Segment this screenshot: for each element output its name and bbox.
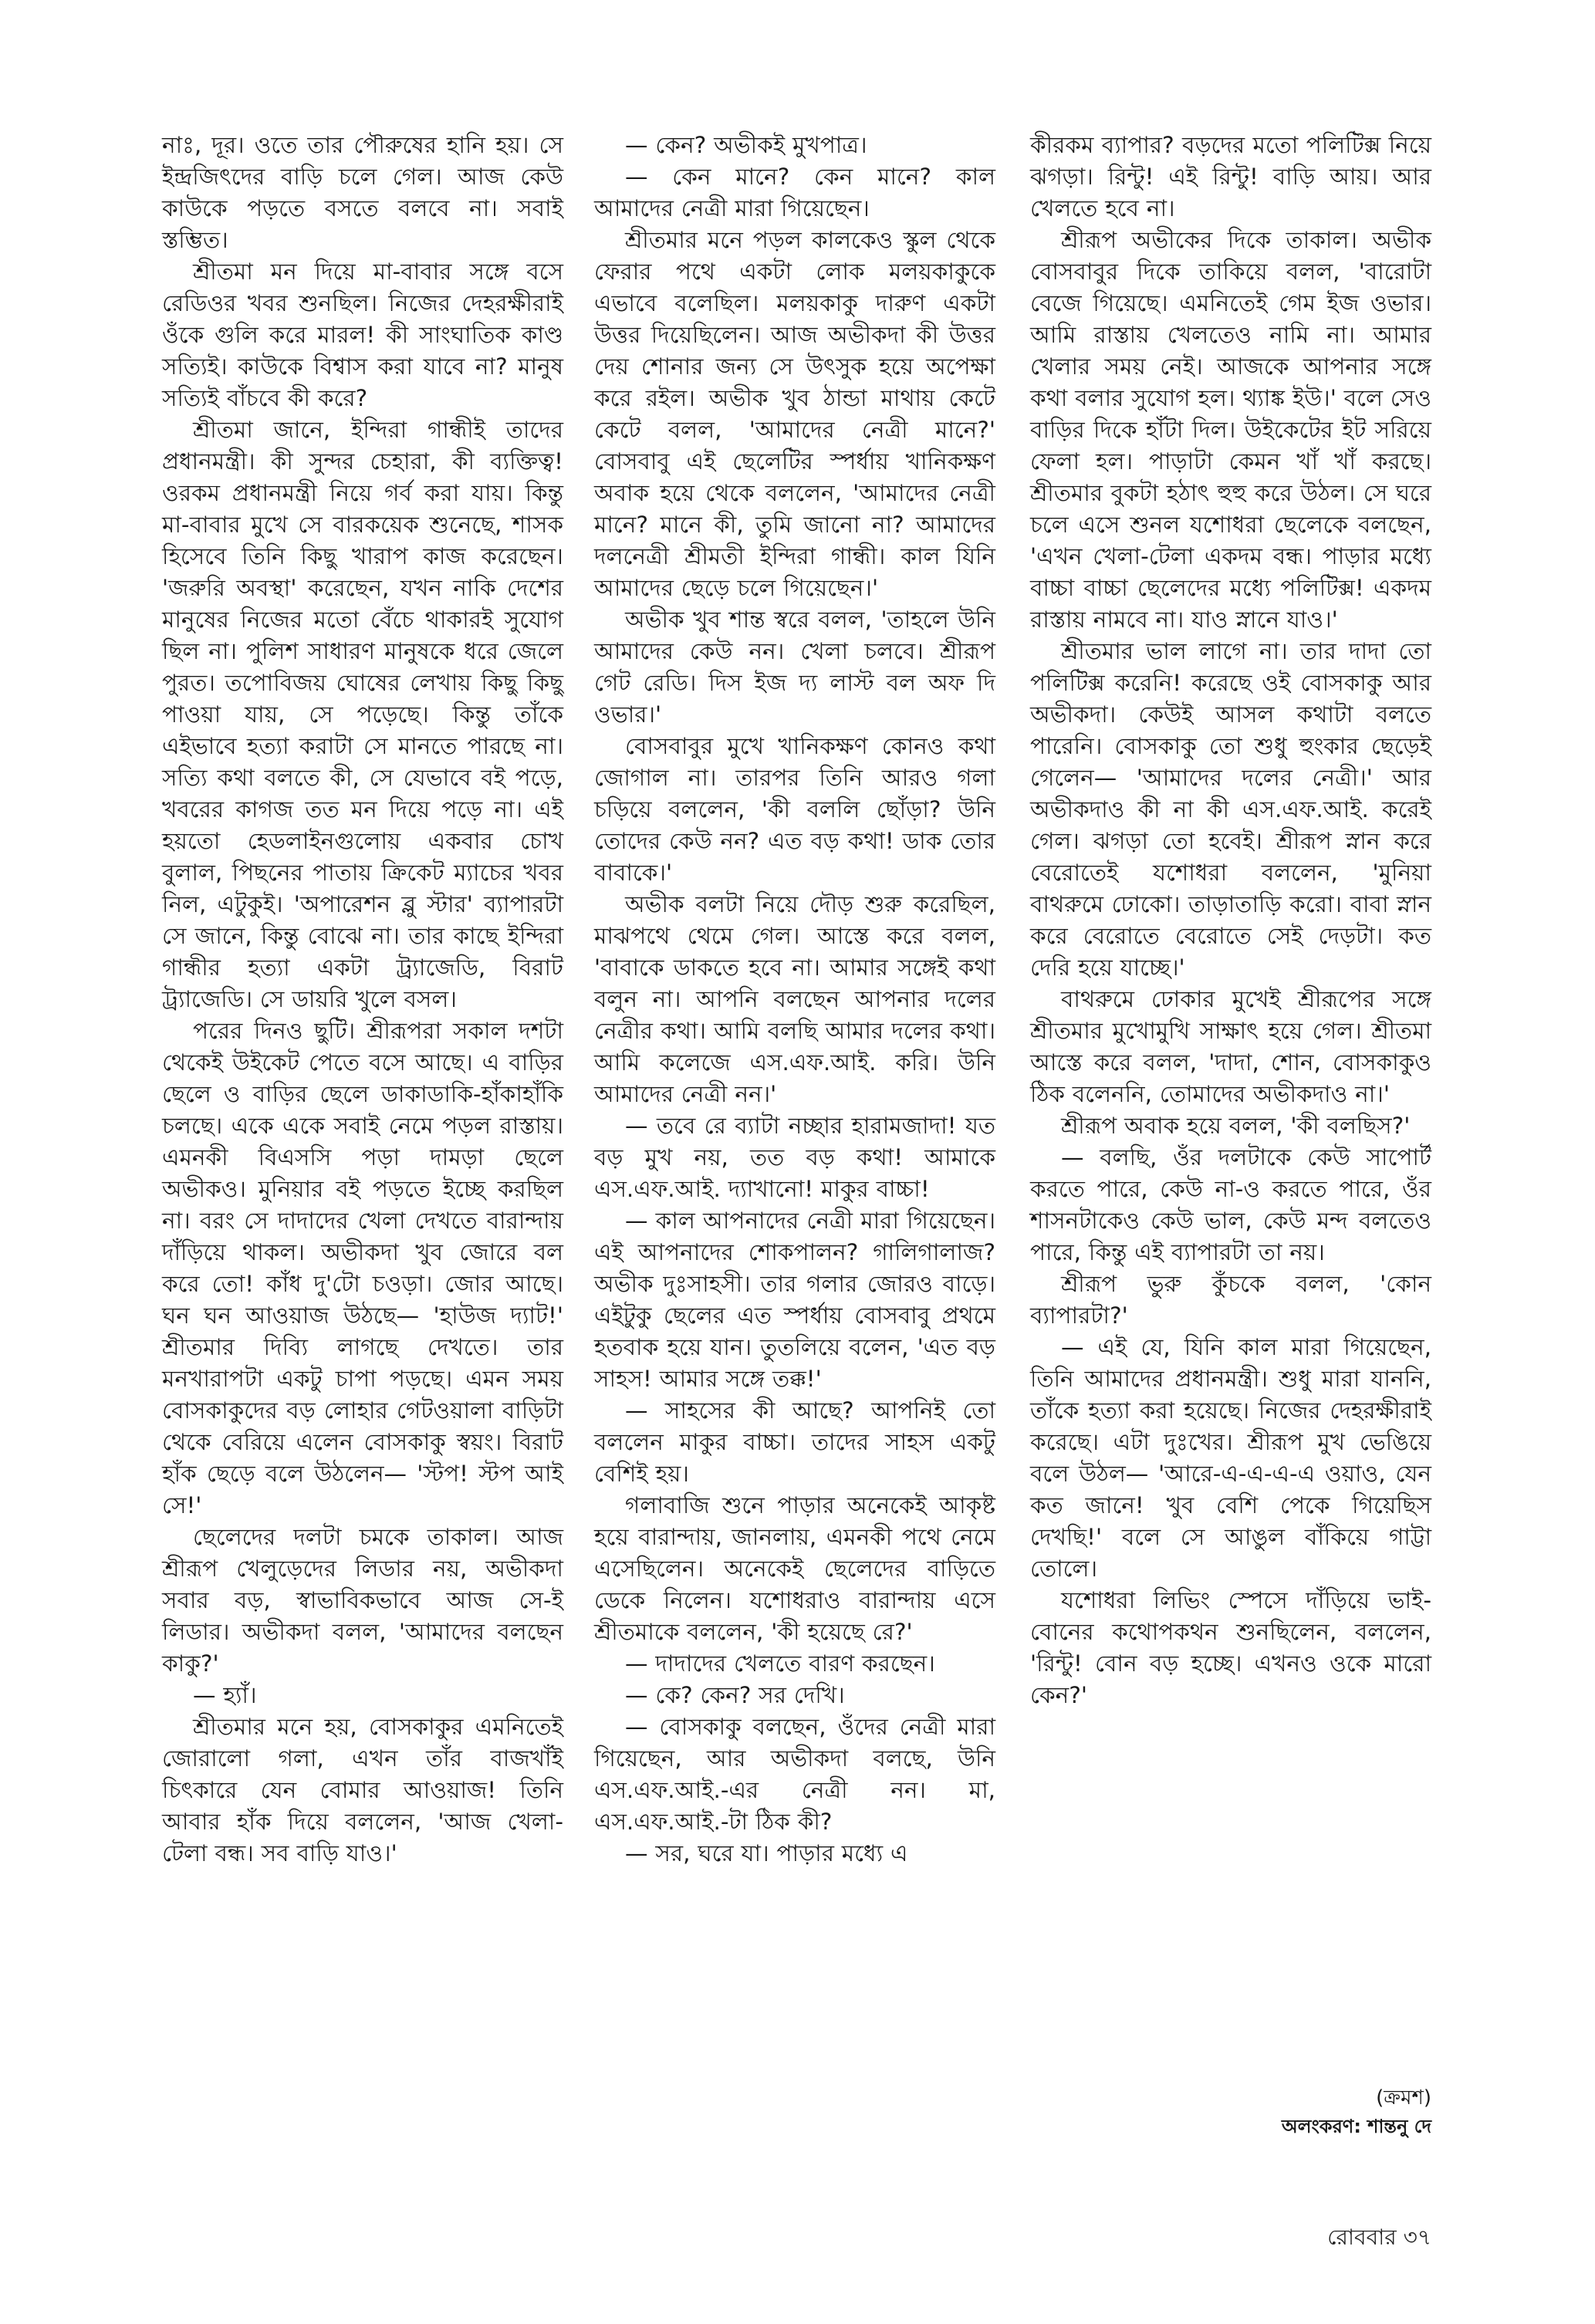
paragraph: শ্রীরূপ অবাক হয়ে বলল, 'কী বলছিস?' [1061,1113,1411,1139]
paragraph: — দাদাদের খেলতে বারণ করছেন। [625,1650,935,1677]
paragraph: ছেলেদের দলটা চমকে তাকাল। আজ শ্রীরূপ খেলুড়েদের লিডার নয়, অভীকদা সবার বড়, স্বাভাবিকভাবে আজ সে-ই লিডার। অভীকদা বলল, 'আমাদের বলছেন কাকু?' [162,1524,563,1677]
paragraph: — সর, ঘরে যা। পাড়ার মধ্যে এ [625,1840,908,1866]
paragraph: — এই যে, যিনি কাল মারা গিয়েছেন, তিনি আমাদের প্রধানমন্ত্রী। শুধু মারা যাননি, তাঁকে হত্যা করা হয়েছে। নিজের দেহরক্ষীরাই করেছে। এটা দুঃখের। শ্রীরূপ মুখ ভেঙিয়ে বলে উঠল— 'আরে-এ-এ-এ-এ ওয়াও, যেন কত জানে! খুব বেশি পেকে গিয়েছিস দেখছি!' বলে সে আঙুল বাঁকিয়ে গাট্টা তোলে। [1030,1334,1431,1582]
paragraph: — হ্যাঁ। [193,1682,257,1708]
paragraph: গলাবাজি শুনে পাড়ার অনেকেই আকৃষ্ট হয়ে বারান্দায়, জানলায়, এমনকী পথে নেমে এসেছিলেন। অনেকেই ছেলেদের বাড়িতে ডেকে নিলেন। যশোধরাও বারান্দায় এসে শ্রীতমাকে বললেন, 'কী হয়েছে রে?' [594,1492,995,1645]
paragraph: — তবে রে ব্যাটা নচ্ছার হারামজাদা! যত বড় মুখ নয়, তত বড় কথা! আমাকে এস.এফ.আই. দ্যাখানো! মাকুর বাচ্চা! [594,1113,995,1202]
paragraph: শ্রীরূপ ভুরু কুঁচকে বলল, 'কোন ব্যাপারটা?' [1030,1271,1431,1329]
paragraph: শ্রীতমার ভাল লাগে না। তার দাদা তো পলিটিক্স করেনি! করেছে ওই বোসকাকু আর অভীকদা। কেউই আসল কথাটা বলতে পারেনি। বোসকাকু তো শুধু হুংকার ছেড়েই গেলেন— 'আমাদের দলের নেত্রী।' আর অভীকদাও কী না কী এস.এফ.আই. করেই গেল। ঝগড়া তো হবেই। শ্রীরূপ স্নান করে বেরোতেই যশোধরা বললেন, 'মুনিয়া বাথরুমে ঢোকো। তাড়াতাড়ি করো। বাবা স্নান করে বেরোতে বেরোতে সেই দেড়টা। কত দেরি হয়ে যাচ্ছে।' [1030,638,1431,981]
paragraph: শ্রীতমা মন দিয়ে মা-বাবার সঙ্গে বসে রেডিওর খবর শুনছিল। নিজের দেহরক্ষীরাই ওঁকে গুলি করে মারল! কী সাংঘাতিক কাণ্ড সত্যিই। কাউকে বিশ্বাস করা যাবে না? মানুষ সত্যিই বাঁচবে কী করে? [162,258,563,411]
paragraph: — সাহসের কী আছে? আপনিই তো বললেন মাকুর বাচ্চা। তাদের সাহস একটু বেশিই হয়। [594,1397,995,1487]
paragraph: — কেন? অভীকই মুখপাত্র। [625,132,867,158]
illustration-credit: অলংকরণ: শান্তনু দে [1281,2116,1431,2137]
page-footer: রোববার ৩৭ [1327,2224,1431,2250]
paragraph: — কে? কেন? সর দেখি। [625,1682,845,1708]
paragraph: — বলছি, ওঁর দলটাকে কেউ সাপোর্ট করতে পারে, কেউ না-ও করতে পারে, ওঁর শাসনটাকেও কেউ ভাল, কেউ মন্দ বলতেও পারে, কিন্তু এই ব্যাপারটা তা নয়। [1030,1144,1431,1265]
paragraph: শ্রীতমার মনে হয়, বোসকাকুর এমনিতেই জোরালো গলা, এখন তাঁর বাজখাঁই চিৎকারে যেন বোমার আওয়াজ! তিনি আবার হাঁক দিয়ে বললেন, 'আজ খেলা-টেলা বন্ধ। সব বাড়ি যাও।' [162,1714,563,1866]
paragraph: শ্রীতমার মনে পড়ল কালকেও স্কুল থেকে ফেরার পথে একটা লোক মলয়কাকুকে এভাবে বলেছিল। মলয়কাকু দারুণ একটা উত্তর দিয়েছিলেন। আজ অভীকদা কী উত্তর দেয় শোনার জন্য সে উৎসুক হয়ে অপেক্ষা করে রইল। অভীক খুব ঠান্ডা মাথায় কেটে কেটে বলল, 'আমাদের নেত্রী মানে?' বোসবাবু এই ছেলেটির স্পর্ধায় খানিকক্ষণ অবাক হয়ে থেকে বললেন, 'আমাদের নেত্রী মানে? মানে কী, তুমি জানো না? আমাদের দলনেত্রী শ্রীমতী ইন্দিরা গান্ধী। কাল যিনি আমাদের ছেড়ে চলে গিয়েছেন।' [594,227,995,601]
text-column-2 [594,130,995,1870]
paragraph: যশোধরা লিভিং স্পেসে দাঁড়িয়ে ভাই-বোনের কথোপকথন শুনছিলেন, বললেন, 'রিন্টু! বোন বড় হচ্ছে। এখনও ওকে মারো কেন?' [1030,1587,1431,1708]
paragraph: পরের দিনও ছুটি। শ্রীরূপরা সকাল দশটা থেকেই উইকেট পেতে বসে আছে। এ বাড়ির ছেলে ও বাড়ির ছেলে ডাকাডাকি-হাঁকাহাঁকি চলছে। একে একে সবাই নেমে পড়ল রাস্তায়। এমনকী বিএসসি পড়া দামড়া ছেলে অভীকও। মুনিয়ার বই পড়তে ইচ্ছে করছিল না। বরং সে দাদাদের খেলা দেখতে বারান্দায় দাঁড়িয়ে থাকল। অভীকদা খুব জোরে বল করে তো! কাঁধ দু'টো চওড়া। জোর আছে। ঘন ঘন আওয়াজ উঠছে— 'হাউজ দ্যাট!' শ্রীতমার দিব্যি লাগছে দেখতে। তার মনখারাপটা একটু চাপা পড়ছে। এমন সময় বোসকাকুদের বড় লোহার গেটওয়ালা বাড়িটা থেকে বেরিয়ে এলেন বোসকাকু স্বয়ং। বিরাট হাঁক ছেড়ে বলে উঠলেন— 'স্টপ! স্টপ আই সে!' [162,1018,563,1518]
paragraph: — বোসকাকু বলছেন, ওঁদের নেত্রী মারা গিয়েছেন, আর অভীকদা বলছে, উনি এস.এফ.আই.-এর নেত্রী নন। মা, এস.এফ.আই.-টা ঠিক কী? [594,1714,995,1835]
paragraph: শ্রীতমা জানে, ইন্দিরা গান্ধীই তাদের প্রধানমন্ত্রী। কী সুন্দর চেহারা, কী ব্যক্তিত্ব! ওরকম প্রধানমন্ত্রী নিয়ে গর্ব করা যায়। কিন্তু মা-বাবার মুখে সে বারকয়েক শুনেছে, শাসক হিসেবে তিনি কিছু খারাপ কাজ করেছেন। 'জরুরি অবস্থা' করেছেন, যখন নাকি দেশের মানুষের নিজের মতো বেঁচে থাকারই সুযোগ ছিল না। পুলিশ সাধারণ মানুষকে ধরে জেলে পুরত। তপোবিজয় ঘোষের লেখায় কিছু কিছু পাওয়া যায়, সে পড়েছে। কিন্তু তাঁকে এইভাবে হত্যা করাটা সে মানতে পারছে না। সত্যি কথা বলতে কী, সে যেভাবে বই পড়ে, খবরের কাগজ তত মন দিয়ে পড়ে না। এই হয়তো হেডলাইনগুলোয় একবার চোখ বুলাল, পিছনের পাতায় ক্রিকেট ম্যাচের খবর নিল, এটুকুই। 'অপারেশন ব্লু স্টার' ব্যাপারটা সে জানে, কিন্তু বোঝে না। তার কাছে ইন্দিরা গান্ধীর হত্যা একটা ট্র্যাজেডি, বিরাট ট্র্যাজেডি। সে ডায়রি খুলে বসল। [162,417,563,1012]
paragraph: কীরকম ব্যাপার? বড়দের মতো পলিটিক্স নিয়ে ঝগড়া। রিন্টু! এই রিন্টু! বাড়ি আয়। আর খেলতে হবে না। [1030,132,1431,221]
paragraph: — কাল আপনাদের নেত্রী মারা গিয়েছেন। এই আপনাদের শোকপালন? গালিগালাজ? অভীক দুঃসাহসী। তার গলার জোরও বাড়ে। এইটুকু ছেলের এত স্পর্ধায় বোসবাবু প্রথমে হতবাক হয়ে যান। তুতলিয়ে বলেন, 'এত বড় সাহস! আমার সঙ্গে তক্ক!' [594,1208,995,1392]
paragraph: নাঃ, দূর। ওতে তার পৌরুষের হানি হয়। সে ইন্দ্রজিৎদের বাড়ি চলে গেল। আজ কেউ কাউকে পড়তে বসতে বলবে না। সবাই স্তম্ভিত। [162,132,563,253]
paragraph: অভীক বলটা নিয়ে দৌড় শুরু করেছিল, মাঝপথে থেমে গেল। আস্তে করে বলল, 'বাবাকে ডাকতে হবে না। আমার সঙ্গেই কথা বলুন না। আপনি বলছেন আপনার দলের নেত্রীর কথা। আমি বলছি আমার দলের কথা। আমি কলেজে এস.এফ.আই. করি। উনি আমাদের নেত্রী নন।' [594,891,995,1107]
paragraph: অভীক খুব শান্ত স্বরে বলল, 'তাহলে উনি আমাদের কেউ নন। খেলা চলবে। শ্রীরূপ গেট রেডি। দিস ইজ দ্য লাস্ট বল অফ দি ওভার।' [594,606,995,728]
paragraph: বোসবাবুর মুখে খানিকক্ষণ কোনও কথা জোগাল না। তারপর তিনি আরও গলা চড়িয়ে বললেন, 'কী বললি ছোঁড়া? উনি তোদের কেউ নন? এত বড় কথা! ডাক তোর বাবাকে।' [594,733,995,886]
paragraph: বাথরুমে ঢোকার মুখেই শ্রীরূপের সঙ্গে শ্রীতমার মুখোমুখি সাক্ষাৎ হয়ে গেল। শ্রীতমা আস্তে করে বলল, 'দাদা, শোন, বোসকাকুও ঠিক বলেননি, তোমাদের অভীকদাও না।' [1030,986,1431,1107]
credit-block [1030,2083,1431,2140]
text-column-1 [162,130,563,1870]
continued-marker: (ক্রমশ) [1376,2086,1431,2110]
text-column-3 [1030,130,1431,1711]
paragraph: — কেন মানে? কেন মানে? কাল আমাদের নেত্রী মারা গিয়েছেন। [594,164,995,221]
paragraph: শ্রীরূপ অভীকের দিকে তাকাল। অভীক বোসবাবুর দিকে তাকিয়ে বলল, 'বারোটা বেজে গিয়েছে। এমনিতেই গেম ইজ ওভার। আমি রাস্তায় খেলতেও নামি না। আমার খেলার সময় নেই। আজকে আপনার সঙ্গে কথা বলার সুযোগ হল। থ্যাঙ্ক ইউ।' বলে সেও বাড়ির দিকে হাঁটা দিল। উইকেটের ইট সরিয়ে ফেলা হল। পাড়াটা কেমন খাঁ খাঁ করছে। শ্রীতমার বুকটা হঠাৎ হুহু করে উঠল। সে ঘরে চলে এসে শুনল যশোধরা ছেলেকে বলছেন, 'এখন খেলা-টেলা একদম বন্ধ। পাড়ার মধ্যে বাচ্চা বাচ্চা ছেলেদের মধ্যে পলিটিক্স! একদম রাস্তায় নামবে না। যাও স্নানে যাও।' [1030,227,1431,633]
